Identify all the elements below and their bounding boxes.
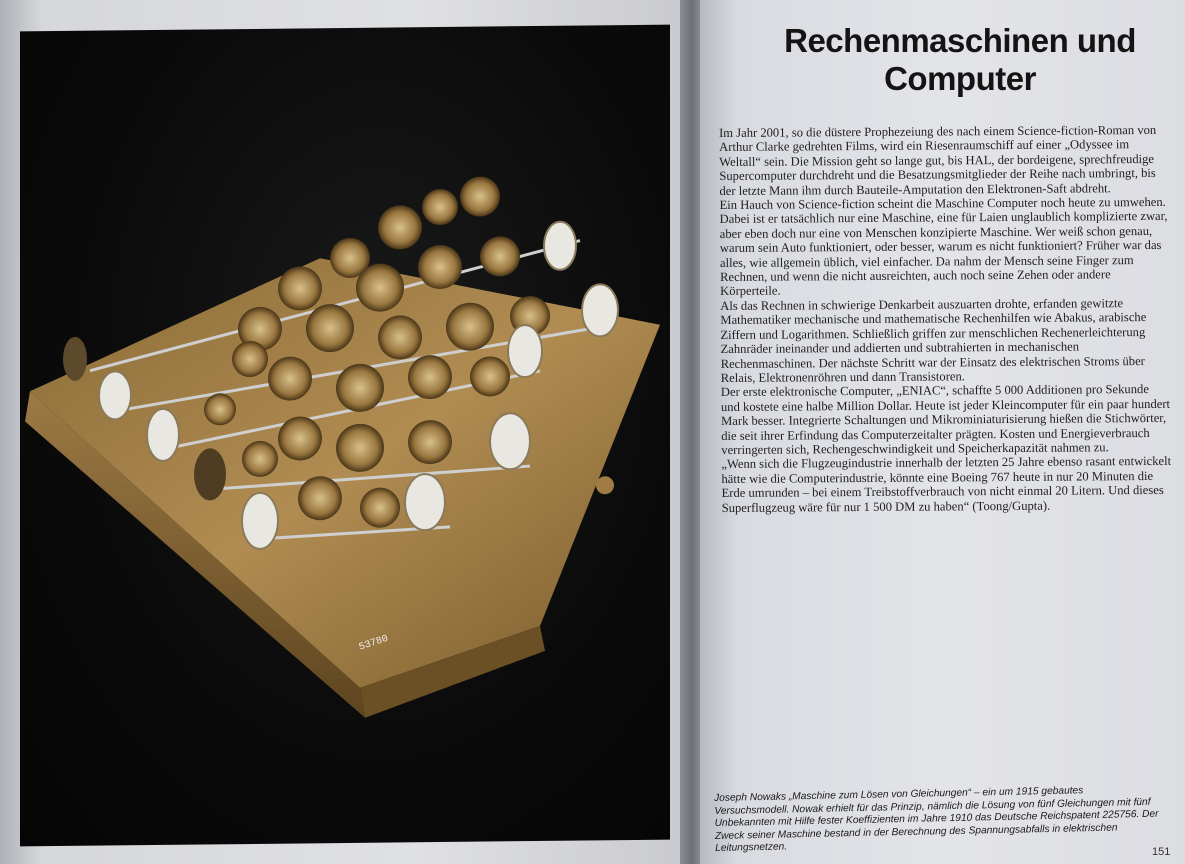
title-line-2: Computer bbox=[884, 60, 1036, 97]
calculating-machine-photo bbox=[20, 25, 670, 847]
paragraph: Ein Hauch von Science-fiction scheint die Maschine Computer noch heute zu umwehen. Dabei ist er tatsächlich nur eine Maschine, eine für Laien unglaublich komplizierte zwar, aber eben doch nur eine von Menschen konzipierte Maschine. Wer weiß schon genau, warum sein Auto funktioniert, oder besser, warum es nicht funktioniert? Früher war das alles, wie allgemein üblich, viel einfacher. Da nahm der Mensch seine Finger zum Rechnen, und wenn die nicht ausreichten, auch noch seine Zehen oder andere Körperteile. bbox=[719, 194, 1168, 299]
page-number: 151 bbox=[1152, 846, 1171, 858]
photo-caption: Joseph Nowaks „Maschine zum Lösen von Gleichungen“ – ein um 1915 gebautes Versuchsmodell. Nowak erhielt für das Prinzip, nämlich die Lösung von fünf Gleichungen mit fünf Unbekannten mit Hilfe fester Koeffizienten im Jahre 1910 das Deutsche Reichspatent 225756. Der Zweck seiner Maschine bestand in der Berechnung des Spannungsabfalls in elektrischen Leitungsnetzen. bbox=[714, 785, 1159, 855]
right-page bbox=[700, 0, 1185, 864]
page-title bbox=[760, 22, 1160, 98]
paragraph: „Wenn sich die Flugzeugindustrie innerhalb der letzten 25 Jahre ebenso rasant entwickelt hätte wie die Computerindustrie, könnte eine Boeing 767 heute in nur 20 Minuten die Erde umrunden – bei einem Treibstoffverbrauch von nicht einmal 20 Litern. Und dieses Superflugzeug wäre für nur 1 500 DM zu haben“ (Toong/Gupta). bbox=[721, 454, 1172, 515]
inventory-number: 53780 bbox=[357, 633, 390, 654]
paragraph: Der erste elektronische Computer, „ENIAC“, schaffte 5 000 Additionen pro Sekunde und kostete eine halbe Million Dollar. Heute ist jeder Kleincomputer für ein paar hundert Mark besser. Integrierte Schaltungen und Mikrominiaturisierung hießen die Stichwörter, die seit ihrer Erfindung das Computerzeitalter prägten. Kosten und Energieverbrauch verringerten sich, Rechengeschwindigkeit und Speicherkapazität nahmen zu. bbox=[720, 382, 1171, 457]
title-line-1: Rechenmaschinen und bbox=[784, 22, 1136, 59]
paragraph: Als das Rechnen in schwierige Denkarbeit auszuarten drohte, erfanden gewitzte Mathematiker mechanische und mathematische Rechenhilfen wie Abakus, arabische Ziffern und Logarithmen. Schließlich griffen zur menschlichen Rechenerleichterung Zahnräder ineinander und addierten und subtrahierten in mechanischen Rechenmaschinen. Der nächste Schritt war der Einsatz des elektrischen Stroms über Relais, Elektronenröhren und dann Transistoren. bbox=[720, 296, 1147, 385]
paragraph: Im Jahr 2001, so die düstere Prophezeiung des nach einem Science-fiction-Roman von Arthur Clarke gedrehten Films, wird ein Riesenraumschiff auf einer „Odyssee im Weltall“ sein. Die Mission geht so lange gut, bis HAL, der bordeigene, sprechfreudige Supercomputer durchdreht und die Besatzungsmitglieder der Reihe nach umbringt, bis der letzte Mann ihm durch Bauteile-Amputation den Elektronen-Saft abdreht. bbox=[719, 122, 1157, 198]
body-text bbox=[719, 123, 1172, 515]
machine-illustration bbox=[20, 25, 670, 847]
